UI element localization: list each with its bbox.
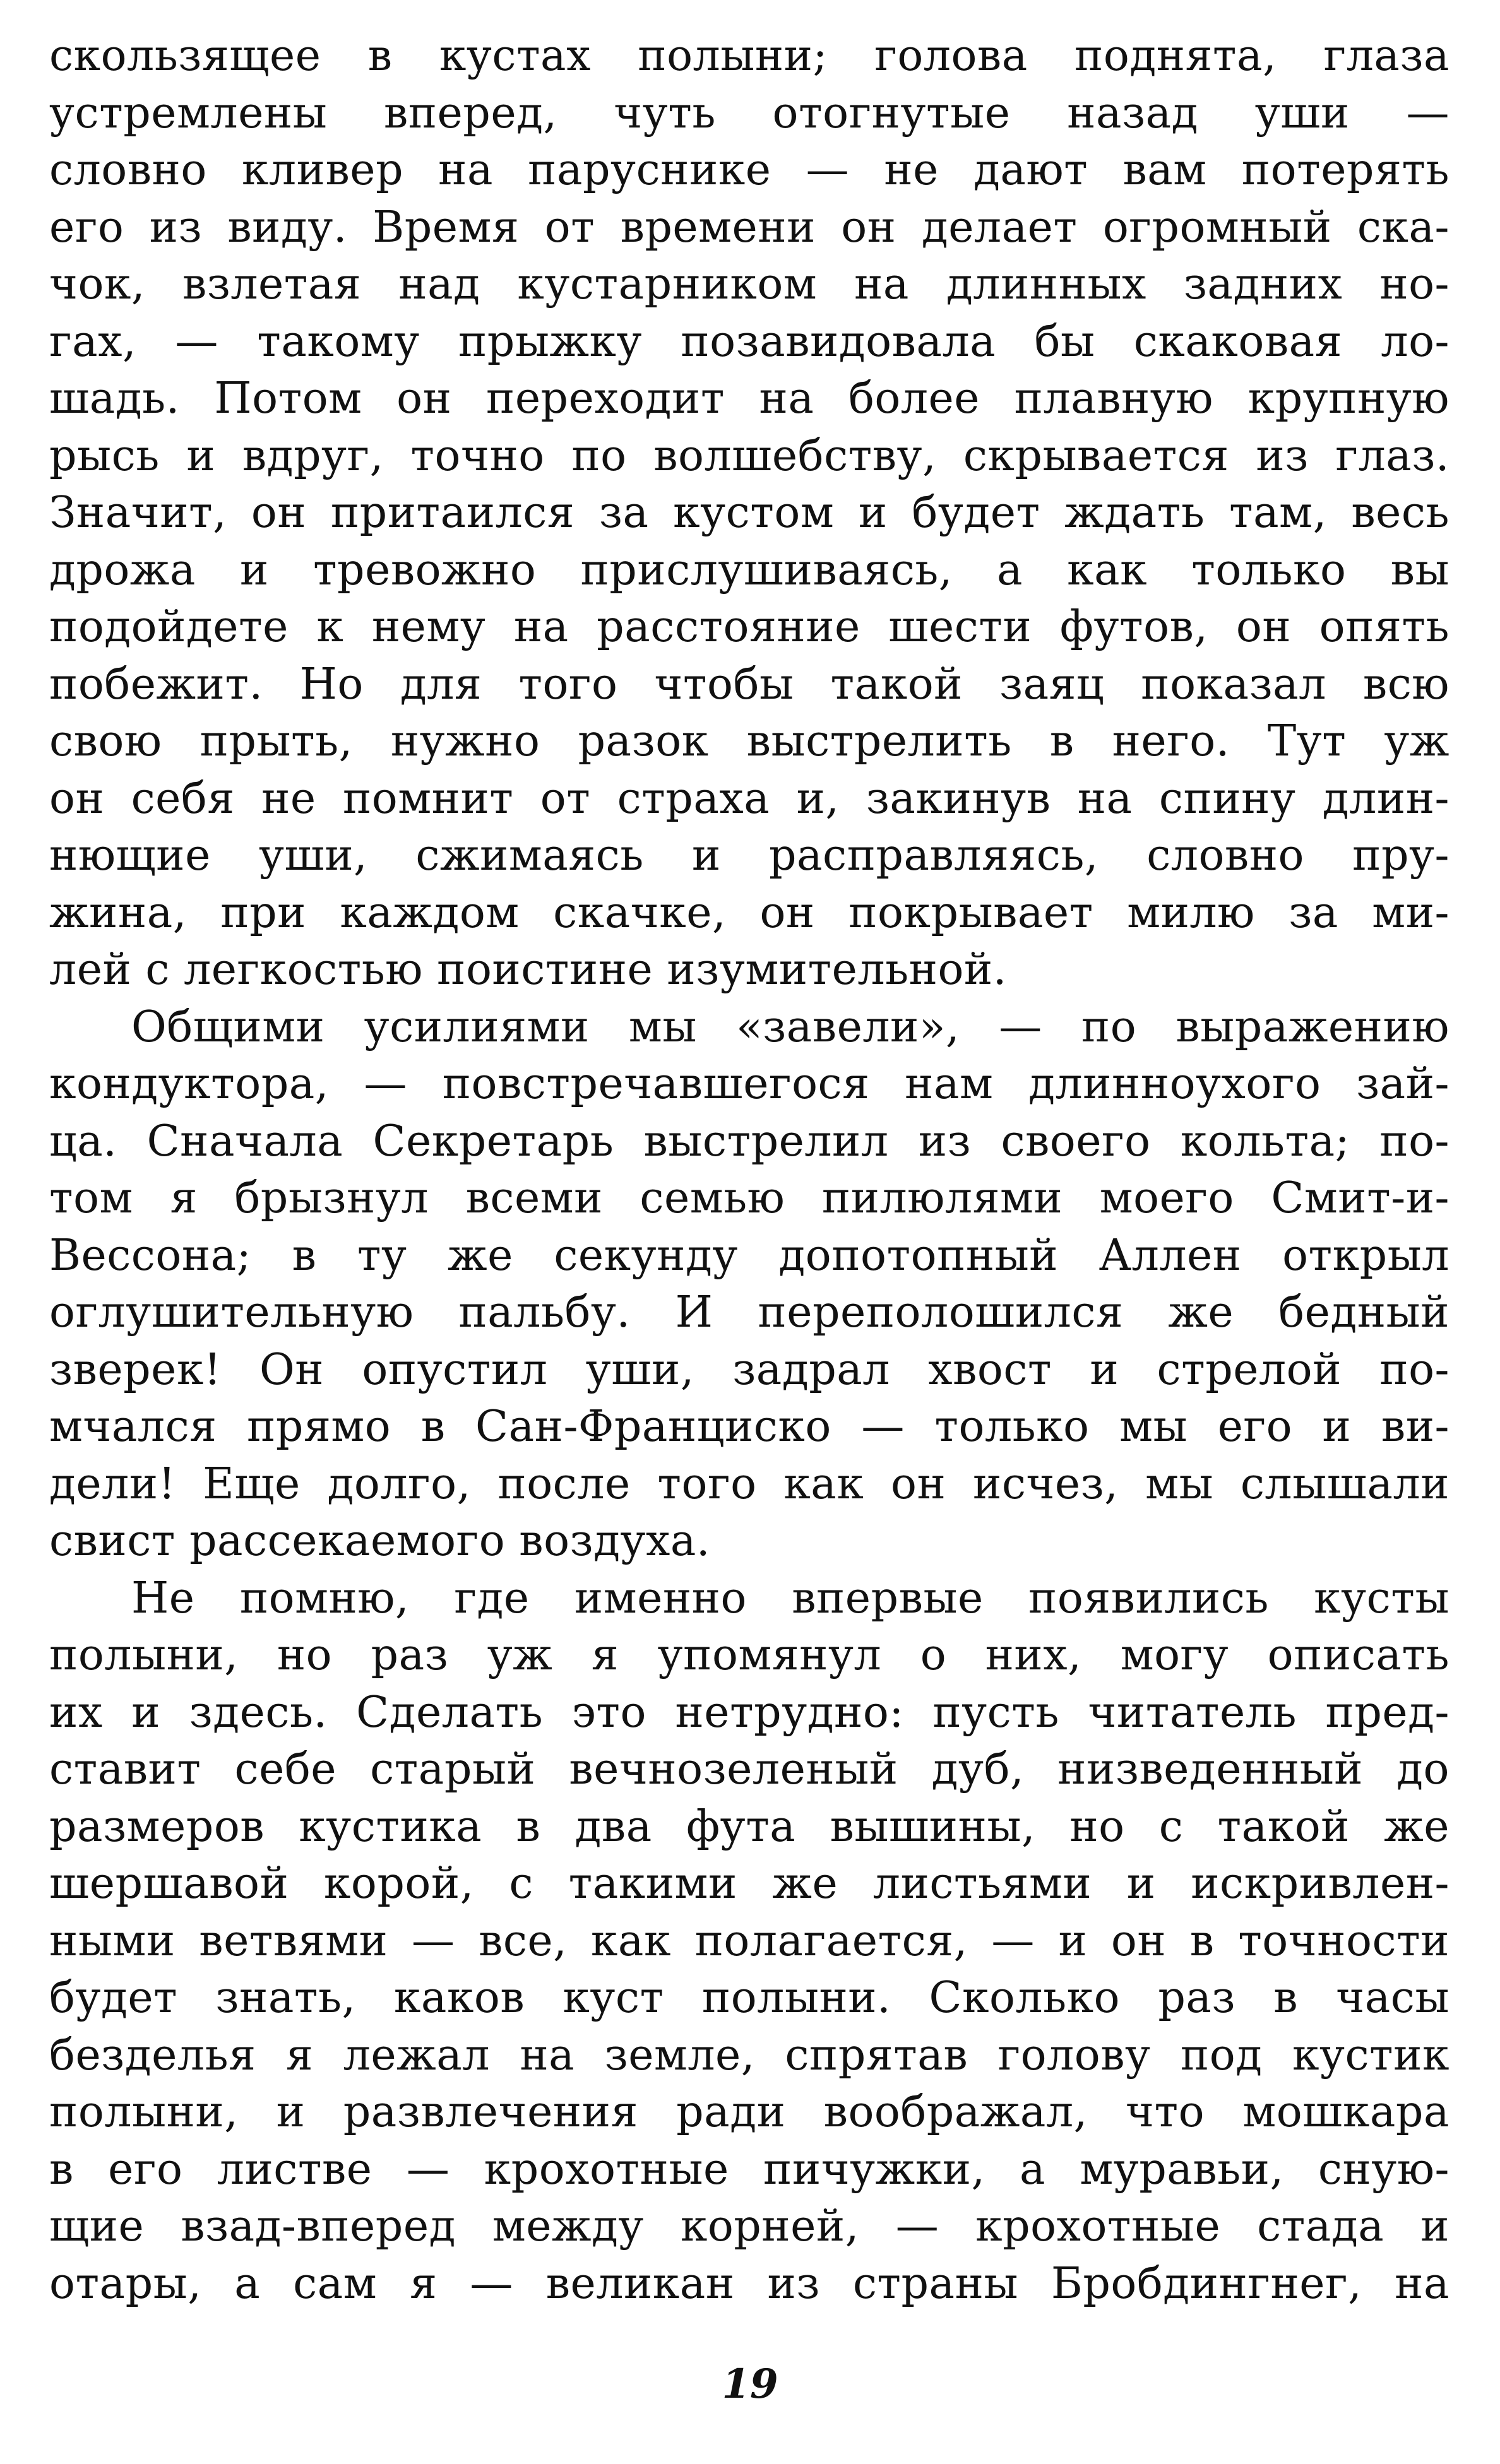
text-line: чок, взлетая над кустарником на длинных задних но- bbox=[49, 259, 1449, 309]
text-line: будет знать, каков куст полыни. Сколько раз в часы bbox=[49, 1973, 1449, 2023]
text-line: его из виду. Время от времени он делает огромный ска- bbox=[49, 202, 1449, 252]
text-line: полыни, и развлечения ради воображал, что мошкара bbox=[49, 2087, 1449, 2137]
text-line: словно кливер на паруснике — не дают вам потерять bbox=[49, 145, 1449, 195]
text-line: ставит себе старый вечнозеленый дуб, низведенный до bbox=[49, 1744, 1449, 1794]
text-line: Вессона; в ту же секунду допотопный Аллен открыл bbox=[49, 1230, 1449, 1281]
text-line: ными ветвями — все, как полагается, — и он в точности bbox=[49, 1916, 1449, 1966]
text-line: лей с легкостью поистине изумительной. bbox=[49, 945, 1007, 995]
text-line: гах, — такому прыжку позавидовала бы скаковая ло- bbox=[49, 316, 1449, 367]
text-line: свист рассекаемого воздуха. bbox=[49, 1516, 710, 1566]
text-line: их и здесь. Сделать это нетрудно: пусть читатель пред- bbox=[49, 1687, 1449, 1738]
text-line: жина, при каждом скачке, он покрывает милю за ми- bbox=[49, 887, 1449, 938]
text-line: он себя не помнит от страха и, закинув на спину длин- bbox=[49, 773, 1449, 824]
text-line: дели! Еще долго, после того как он исчез, мы слышали bbox=[49, 1459, 1449, 1509]
text-line: свою прыть, нужно разок выстрелить в него. Тут уж bbox=[49, 716, 1449, 766]
text-line: щие взад-вперед между корней, — крохотные стада и bbox=[49, 2201, 1449, 2251]
text-line: размеров кустика в два фута вышины, но с такой же bbox=[49, 1801, 1449, 1852]
text-line: полыни, но раз уж я упомянул о них, могу описать bbox=[49, 1630, 1449, 1680]
paragraph-start-line: Не помню, где именно впервые появились кусты bbox=[131, 1573, 1449, 1623]
text-line: нющие уши, сжимаясь и расправляясь, словно пру- bbox=[49, 831, 1449, 880]
text-line: рысь и вдруг, точно по волшебству, скрывается из глаз. bbox=[49, 430, 1449, 481]
text-line: оглушительную пальбу. И переполошился же бедный bbox=[49, 1288, 1449, 1337]
text-line: шершавой корой, с такими же листьями и искривлен- bbox=[49, 1859, 1449, 1909]
paragraph-start-line: Общими усилиями мы «завели», — по выражению bbox=[131, 1002, 1449, 1052]
text-line: подойдете к нему на расстояние шести футов, он опять bbox=[49, 602, 1449, 652]
text-line: в его листве — крохотные пичужки, а муравьи, сную- bbox=[49, 2144, 1449, 2194]
text-line: дрожа и тревожно прислушиваясь, а как только вы bbox=[49, 545, 1449, 595]
text-line: шадь. Потом он переходит на более плавную крупную bbox=[49, 374, 1449, 424]
text-line: кондуктора, — повстречавшегося нам длинноухого зай- bbox=[49, 1059, 1449, 1109]
text-line: мчался прямо в Сан-Франциско — только мы его и ви- bbox=[49, 1402, 1449, 1452]
text-line: Значит, он притаился за кустом и будет ждать там, весь bbox=[49, 488, 1449, 538]
text-line: безделья я лежал на земле, спрятав голову под кустик bbox=[49, 2030, 1449, 2080]
text-line: скользящее в кустах полыни; голова поднята, глаза bbox=[49, 31, 1449, 81]
page-number: 19 bbox=[722, 2360, 778, 2408]
text-line: ца. Сначала Секретарь выстрелил из своего кольта; по- bbox=[49, 1116, 1449, 1166]
text-line: зверек! Он опустил уши, задрал хвост и стрелой по- bbox=[49, 1344, 1449, 1395]
text-line: побежит. Но для того чтобы такой заяц показал всю bbox=[49, 659, 1449, 709]
text-line: устремлены вперед, чуть отогнутые назад уши — bbox=[49, 88, 1449, 138]
body-text bbox=[49, 28, 1449, 2313]
text-line: отары, а сам я — великан из страны Бробдингнег, на bbox=[49, 2258, 1449, 2309]
text-line: том я брызнул всеми семью пилюлями моего Смит-и- bbox=[49, 1173, 1449, 1223]
